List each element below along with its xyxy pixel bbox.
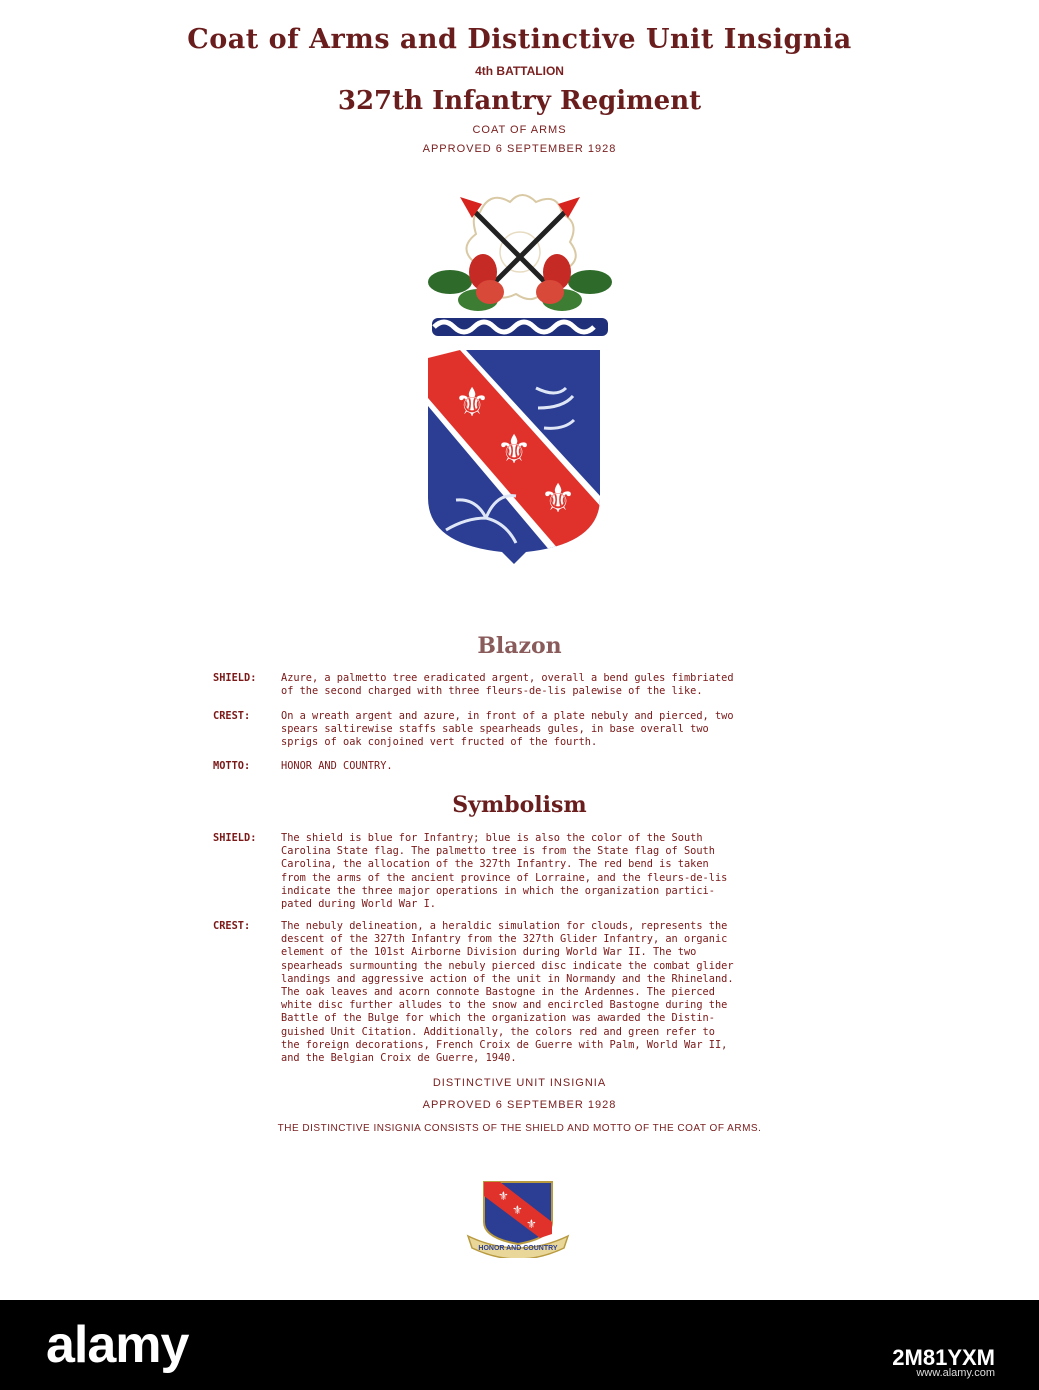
svg-text:⚜: ⚜ [496,427,532,473]
entry-text: On a wreath argent and azure, in front of a plate nebuly and pierced, two spears saltirewise staffs sable spearheads gules, in base overall two sprigs of oak conjoined vert fructed of the fourth. [281,710,734,749]
blazon-motto-entry [213,760,853,774]
blazon-crest-entry [213,710,853,750]
approved-date: APPROVED 6 SEPTEMBER 1928 [422,143,617,155]
insignia-illustration [466,1178,570,1258]
regiment-title: 327th Infantry Regiment [337,86,702,116]
entry-label: CREST: [213,710,251,722]
svg-text:⚜: ⚜ [498,1189,509,1203]
blazon-shield-entry [213,672,853,698]
coat-of-arms-label: COAT OF ARMS [472,124,567,136]
symbolism-shield-entry [213,832,853,912]
dui-description: THE DISTINCTIVE INSIGNIA CONSISTS OF THE SHIELD AND MOTTO OF THE COAT OF ARMS. [277,1123,762,1134]
battalion-label: 4th BATTALION [475,64,564,78]
blazon-heading: Blazon [477,633,562,659]
dui-title: DISTINCTIVE UNIT INSIGNIA [432,1077,607,1089]
shield-illustration [426,348,602,566]
entry-label: SHIELD: [213,672,257,684]
svg-text:⚜: ⚜ [526,1217,537,1231]
symbolism-crest-entry [213,920,853,1066]
entry-label: CREST: [213,920,251,932]
entry-text: Azure, a palmetto tree eradicated argent, overall a bend gules fimbriated of the second charged with three fleurs-de-lis palewise of the like. [281,672,734,698]
alamy-logo: alamy [46,1316,189,1374]
svg-text:⚜: ⚜ [512,1203,523,1217]
entry-label: SHIELD: [213,832,257,844]
svg-text:⚜: ⚜ [454,380,490,426]
entry-text: HONOR AND COUNTRY. [281,760,393,772]
entry-label: MOTTO: [213,760,251,772]
image-id: 2M81YXM [892,1345,995,1370]
insignia-motto: HONOR AND COUNTRY [478,1245,558,1252]
dui-approved-date: APPROVED 6 SEPTEMBER 1928 [422,1099,617,1111]
crest-illustration [420,182,620,342]
page-title: Coat of Arms and Distinctive Unit Insignia [187,24,852,55]
entry-text: The nebuly delineation, a heraldic simulation for clouds, represents the descent of the 327th Infantry from the 327th Glider Infantry, an organic element of the 101st Airborne Division during World War II. The two spearheads surmounting the nebuly pierced disc indicate the combat glider landings and aggressive action of the unit in Normandy and the Rhineland. The oak leaves and acorn connote Bastogne in the Ardennes. The pierced white disc further alludes to the snow and encircled Bastogne during the Battle of the Bulge for which the organization was awarded the Distin- guished Unit Citation. Additionally, the colors red and green refer to the foreign decorations, French Croix de Guerre with Palm, World War II, and the Belgian Croix de Guerre, 1940. [281,920,734,1065]
symbolism-heading: Symbolism [452,792,587,818]
entry-text: The shield is blue for Infantry; blue is also the color of the South Carolina State flag. The palmetto tree is from the State flag of South Carolina, the allocation of the 327th Infantry. The red bend is taken from the arms of the ancient province of Lorraine, and the fleurs-de-lis indicate the three major operations in which the organization partici- pated during World War I. [281,832,728,911]
footer-url: www.alamy.com [916,1367,995,1379]
svg-text:⚜: ⚜ [540,476,576,522]
